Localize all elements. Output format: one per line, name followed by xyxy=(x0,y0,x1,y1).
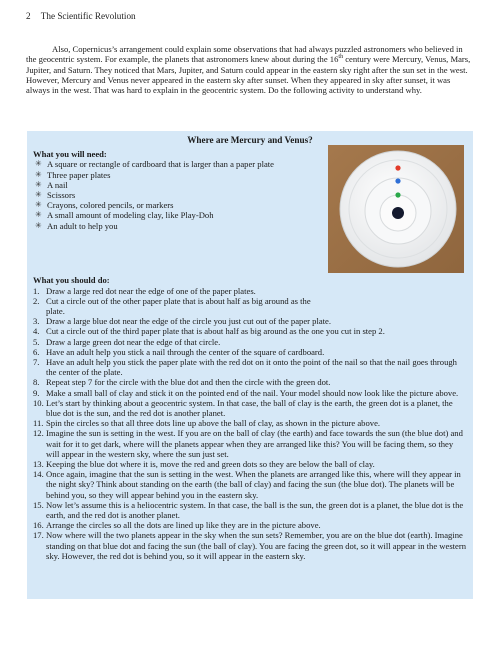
step-text: Spin the circles so that all three dots line up above the ball of clay, as shown in the picture above. xyxy=(46,418,381,429)
bullet-icon: ✳ xyxy=(35,190,42,200)
materials-item-text: A square or rectangle of cardboard that is larger than a paper plate xyxy=(47,159,274,170)
step-text: Have an adult help you stick a nail through the center of the square of cardboard. xyxy=(46,346,325,357)
step-number: 17. xyxy=(33,530,44,541)
materials-heading: What you will need: xyxy=(33,149,107,160)
instruction-step xyxy=(33,398,467,418)
paper-plate-model-illustration xyxy=(328,145,464,273)
step-number: 3. xyxy=(33,316,40,327)
materials-item xyxy=(33,170,333,180)
activity-title: Where are Mercury and Venus? xyxy=(187,135,313,145)
step-text: Cut a circle out of the third paper plate that is about half as big around as the one you cut in step 2. xyxy=(46,326,385,337)
bullet-icon: ✳ xyxy=(35,200,42,210)
running-head xyxy=(26,11,136,21)
intro-paragraph xyxy=(26,44,474,95)
step-text: Draw a large red dot near the edge of one of the paper plates. xyxy=(46,285,256,296)
step-number: 1. xyxy=(33,285,40,296)
instruction-step xyxy=(33,377,467,387)
step-number: 8. xyxy=(33,377,40,388)
materials-item-text: Scissors xyxy=(47,190,76,201)
step-number: 7. xyxy=(33,357,40,368)
step-number: 11. xyxy=(33,418,44,429)
running-title: The Scientific Revolution xyxy=(40,11,136,21)
blue-dot xyxy=(395,179,400,184)
bullet-icon: ✳ xyxy=(35,179,42,189)
instruction-step xyxy=(33,459,467,469)
step-text: Draw a large green dot near the edge of that circle. xyxy=(46,336,221,347)
bullet-icon: ✳ xyxy=(35,169,42,179)
instruction-step xyxy=(33,357,467,377)
intro-text-part2: century were Mercury, Venus, Mars, Jupiter, and Saturn. They noticed that Mars, Jupiter, and Saturn could appear in the eastern sky right after the sun set in the west. However, Mercury and Venus never appeared in the eastern sky after sunset. When they appeared in sky after sunset, it was always in the west. That was hard to explain in the geocentric system. Do the following activity to understand why. xyxy=(26,54,471,96)
bullet-icon: ✳ xyxy=(35,159,42,169)
step-text: Have an adult help you stick the paper plate with the red dot on it onto the point of the nail so that the nail goes through the center of the plate. xyxy=(46,357,457,378)
instruction-step xyxy=(33,316,467,326)
step-text: Draw a large blue dot near the edge of the circle you just cut out of the paper plate. xyxy=(46,316,331,327)
step-number: 5. xyxy=(33,336,40,347)
step-number: 6. xyxy=(33,346,40,357)
red-dot xyxy=(395,166,400,171)
materials-item xyxy=(33,210,333,220)
instruction-step xyxy=(33,286,467,296)
step-text: Let’s start by thinking about a geocentric system. In that case, the ball of clay is the earth, the green dot is a planet, the blue dot is the sun, and the red dot is another planet. xyxy=(46,397,453,419)
materials-item-text: Crayons, colored pencils, or markers xyxy=(47,200,174,211)
step-text: Once again, imagine that the sun is setting in the west. When the planets are arranged like this, where will they appear in the night sky? Think about standing on the earth (the ball of clay) and facing the sun (the blue dot). The planets will be behind you, so they will appear behind you in the eastern sky. xyxy=(46,469,461,500)
model-photo xyxy=(328,145,464,273)
materials-item-text: An adult to help you xyxy=(47,220,118,231)
step-text: Make a small ball of clay and stick it on the pointed end of the nail. Your model should now look like the picture above. xyxy=(46,387,459,398)
step-number: 12. xyxy=(33,428,44,439)
ordinal-superscript: th xyxy=(338,54,344,61)
instruction-step xyxy=(33,500,467,520)
clay-ball xyxy=(392,207,404,219)
instruction-step xyxy=(33,520,467,530)
bullet-icon: ✳ xyxy=(35,210,42,220)
instruction-step xyxy=(33,530,467,561)
step-text: Keeping the blue dot where it is, move the red and green dots so they are below the ball of clay. xyxy=(46,459,375,470)
page-number: 2 xyxy=(26,11,31,21)
materials-item xyxy=(33,190,333,200)
step-text: Repeat step 7 for the circle with the blue dot and then the circle with the green dot. xyxy=(46,377,331,388)
step-text: Now let’s assume this is a heliocentric system. In that case, the ball is the sun, the green dot is a planet, the blue dot is the earth, and the red dot is another planet. xyxy=(46,499,464,521)
materials-item-text: Three paper plates xyxy=(47,169,111,180)
materials-item-text: A small amount of modeling clay, like Play-Doh xyxy=(47,210,214,221)
materials-item-text: A nail xyxy=(47,179,68,190)
materials-section xyxy=(33,159,467,269)
step-text: Cut a circle out of the other paper plate that is about half as big around as the plate. xyxy=(46,295,311,317)
instructions-heading: What you should do: xyxy=(33,275,110,286)
materials-item xyxy=(33,200,333,210)
step-text: Now where will the two planets appear in the sky when the sun sets? Remember, you are on the blue dot (earth). Imagine standing on that blue dot and facing the sun (the ball of clay). You are facing the green dot, so it will appear in the western sky. However, the red dot is behind you, so it will appear in the eastern sky. xyxy=(46,530,467,561)
instructions-list xyxy=(33,286,467,561)
step-text: Arrange the circles so all the dots are lined up like they are in the picture above. xyxy=(46,520,321,531)
step-number: 9. xyxy=(33,387,40,398)
bullet-icon: ✳ xyxy=(35,220,42,230)
step-number: 4. xyxy=(33,326,40,337)
step-number: 16. xyxy=(33,520,44,531)
step-number: 10. xyxy=(33,397,44,408)
instruction-step xyxy=(33,337,467,347)
instruction-step xyxy=(33,418,467,428)
materials-item xyxy=(33,159,333,169)
instruction-step xyxy=(33,347,467,357)
step-text: Imagine the sun is setting in the west. If you are on the ball of clay (the earth) and face towards the sun (the blue dot) and wait for it to get dark, where will the planets appear when they are arranged like this? You will be facing them, so they will appear in the western sky, where the sun just set. xyxy=(46,428,463,459)
step-number: 15. xyxy=(33,499,44,510)
instruction-step xyxy=(33,388,467,398)
instruction-step xyxy=(33,469,467,500)
step-number: 13. xyxy=(33,459,44,470)
materials-list xyxy=(33,159,333,230)
intro-text-part1: Also, Copernicus’s arrangement could explain some observations that had always puzzled astronomers who believed in the geocentric system. For example, the planets that astronomers knew about during the 16 xyxy=(26,44,463,65)
materials-item xyxy=(33,180,333,190)
materials-item xyxy=(33,221,333,231)
green-dot xyxy=(395,193,400,198)
step-number: 14. xyxy=(33,469,44,480)
instruction-step xyxy=(33,428,467,459)
activity-box xyxy=(27,131,473,599)
step-number: 2. xyxy=(33,295,40,306)
instruction-step xyxy=(33,296,321,316)
instruction-step xyxy=(33,326,467,336)
